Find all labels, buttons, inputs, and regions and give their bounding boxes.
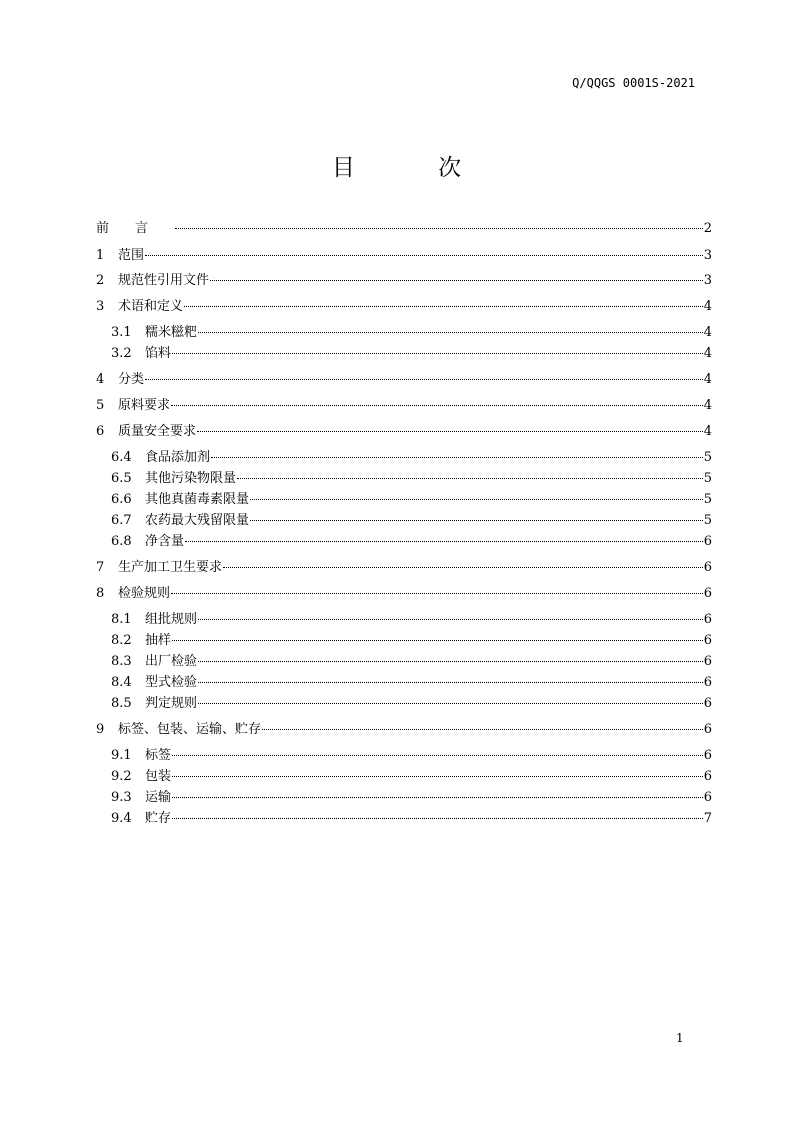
toc-dot-leader xyxy=(145,254,703,256)
toc-entry-page: 6 xyxy=(703,722,712,737)
toc-entry-label: 贮存 xyxy=(145,811,172,826)
toc-dot-leader xyxy=(250,519,703,521)
toc-entry-page: 6 xyxy=(703,748,712,763)
toc-entry[interactable] xyxy=(111,323,712,343)
toc-entry[interactable] xyxy=(111,610,712,630)
toc-entry-page: 6 xyxy=(703,675,712,690)
toc-entry[interactable] xyxy=(96,219,712,239)
toc-entry[interactable] xyxy=(111,448,712,468)
toc-entry[interactable] xyxy=(96,370,712,390)
toc-entry-label: 净含量 xyxy=(145,534,185,549)
toc-entry-page: 6 xyxy=(703,560,712,575)
toc-dot-leader xyxy=(250,498,703,500)
toc-entry-label: 检验规则 xyxy=(118,586,171,601)
toc-dot-leader xyxy=(223,566,703,568)
toc-dot-leader xyxy=(172,775,703,777)
toc-entry-label: 生产加工卫生要求 xyxy=(118,560,223,575)
toc-entry[interactable] xyxy=(111,809,712,829)
toc-dot-leader xyxy=(198,618,703,620)
toc-entry-label: 前言 xyxy=(96,221,175,236)
toc-entry-number: 8.2 xyxy=(111,633,132,648)
toc-entry-label: 包装 xyxy=(145,769,172,784)
toc-entry[interactable] xyxy=(96,422,712,442)
toc-entry-label: 术语和定义 xyxy=(118,299,184,314)
toc-dot-leader xyxy=(210,279,703,281)
toc-entry-page: 3 xyxy=(703,273,712,288)
toc-entry[interactable] xyxy=(111,694,712,714)
toc-dot-leader xyxy=(198,331,703,333)
toc-entry-page: 6 xyxy=(703,696,712,711)
toc-entry-number: 9.4 xyxy=(111,811,132,826)
toc-dot-leader xyxy=(198,681,703,683)
toc-entry-label: 抽样 xyxy=(145,633,172,648)
toc-entry-number: 6.8 xyxy=(111,534,132,549)
toc-entry-number: 4 xyxy=(96,372,105,387)
toc-entry-label: 糯米糍粑 xyxy=(145,325,198,340)
toc-entry[interactable] xyxy=(111,511,712,531)
toc-dot-leader xyxy=(198,660,703,662)
toc-entry-number: 8.1 xyxy=(111,612,132,627)
toc-entry-page: 6 xyxy=(703,769,712,784)
toc-entry[interactable] xyxy=(96,584,712,604)
toc-dot-leader xyxy=(172,754,703,756)
toc-entry-page: 6 xyxy=(703,612,712,627)
toc-entry-number: 6.7 xyxy=(111,513,132,528)
toc-entry-number: 5 xyxy=(96,398,105,413)
toc-entry[interactable] xyxy=(111,469,712,489)
toc-dot-leader xyxy=(184,305,703,307)
toc-entry-page: 5 xyxy=(703,492,712,507)
toc-entry[interactable] xyxy=(96,297,712,317)
toc-dot-leader xyxy=(175,227,703,229)
toc-entry-number: 2 xyxy=(96,273,105,288)
toc-entry[interactable] xyxy=(111,532,712,552)
toc-entry-label: 其他真菌毒素限量 xyxy=(145,492,250,507)
toc-entry-label: 规范性引用文件 xyxy=(118,273,210,288)
toc-entry-number: 6 xyxy=(96,424,105,439)
toc-dot-leader xyxy=(262,728,703,730)
toc-entry-number: 8 xyxy=(96,586,105,601)
toc-entry-number: 8.4 xyxy=(111,675,132,690)
toc-entry-label: 原料要求 xyxy=(118,398,171,413)
toc-entry-number: 8.3 xyxy=(111,654,132,669)
toc-entry-number: 9.2 xyxy=(111,769,132,784)
toc-title: 目 次 xyxy=(331,155,500,181)
toc-dot-leader xyxy=(145,378,703,380)
toc-entry-page: 2 xyxy=(703,221,712,236)
toc-entry[interactable] xyxy=(111,746,712,766)
toc-entry-number: 6.5 xyxy=(111,471,132,486)
toc-entry-page: 5 xyxy=(703,471,712,486)
toc-entry[interactable] xyxy=(111,767,712,787)
toc-entry-number: 1 xyxy=(96,248,105,263)
toc-entry-page: 5 xyxy=(703,450,712,465)
toc-entry[interactable] xyxy=(96,720,712,740)
toc-entry[interactable] xyxy=(96,396,712,416)
toc-entry[interactable] xyxy=(111,788,712,808)
toc-entry-label: 其他污染物限量 xyxy=(145,471,237,486)
toc-dot-leader xyxy=(171,404,703,406)
toc-dot-leader xyxy=(185,540,703,542)
toc-dot-leader xyxy=(172,817,703,819)
toc-entry[interactable] xyxy=(96,246,712,266)
toc-entry-page: 6 xyxy=(703,654,712,669)
toc-entry-number: 9.3 xyxy=(111,790,132,805)
toc-entry-page: 6 xyxy=(703,633,712,648)
toc-dot-leader xyxy=(172,639,703,641)
toc-entry-label: 农药最大残留限量 xyxy=(145,513,250,528)
toc-entry-label: 标签 xyxy=(145,748,172,763)
toc-entry-number: 8.5 xyxy=(111,696,132,711)
toc-entry-page: 4 xyxy=(703,325,712,340)
toc-entry[interactable] xyxy=(111,344,712,364)
toc-entry-label: 标签、包装、运输、贮存 xyxy=(118,722,262,737)
toc-entry[interactable] xyxy=(96,558,712,578)
toc-entry-page: 4 xyxy=(703,346,712,361)
toc-dot-leader xyxy=(171,592,703,594)
toc-entry-number: 7 xyxy=(96,560,105,575)
toc-entry-label: 出厂检验 xyxy=(145,654,198,669)
toc-entry-page: 5 xyxy=(703,513,712,528)
toc-dot-leader xyxy=(211,456,703,458)
toc-entry-page: 4 xyxy=(703,424,712,439)
toc-entry-page: 4 xyxy=(703,372,712,387)
toc-entry-number: 9 xyxy=(96,722,105,737)
toc-dot-leader xyxy=(198,702,703,704)
toc-entry-page: 6 xyxy=(703,790,712,805)
toc-entry-label: 食品添加剂 xyxy=(145,450,211,465)
toc-dot-leader xyxy=(172,352,703,354)
toc-entry-page: 6 xyxy=(703,586,712,601)
toc-entry-page: 4 xyxy=(703,398,712,413)
toc-dot-leader xyxy=(172,796,703,798)
toc-dot-leader xyxy=(197,430,703,432)
toc-entry-number: 3 xyxy=(96,299,105,314)
toc-entry-number: 3.2 xyxy=(111,346,132,361)
toc-entry-number: 6.6 xyxy=(111,492,132,507)
toc-entry[interactable] xyxy=(111,652,712,672)
toc-entry-number: 6.4 xyxy=(111,450,132,465)
toc-entry-label: 范围 xyxy=(118,248,145,263)
toc-entry-label: 运输 xyxy=(145,790,172,805)
toc-dot-leader xyxy=(237,477,703,479)
toc-entry-number: 3.1 xyxy=(111,325,132,340)
toc-entry-number: 9.1 xyxy=(111,748,132,763)
page-number: 1 xyxy=(676,1031,684,1045)
toc-entry-page: 7 xyxy=(703,811,712,826)
toc-entry-page: 6 xyxy=(703,534,712,549)
toc-entry-label: 组批规则 xyxy=(145,612,198,627)
toc-entry-label: 质量安全要求 xyxy=(118,424,197,439)
toc-entry-page: 4 xyxy=(703,299,712,314)
document-code: Q/QQGS 0001S-2021 xyxy=(572,76,695,90)
toc-entry[interactable] xyxy=(111,631,712,651)
toc-entry[interactable] xyxy=(111,673,712,693)
toc-entry-label: 分类 xyxy=(118,372,145,387)
toc-entry-label: 判定规则 xyxy=(145,696,198,711)
toc-entry-label: 馅料 xyxy=(145,346,172,361)
toc-entry[interactable] xyxy=(96,271,712,291)
toc-entry[interactable] xyxy=(111,490,712,510)
toc-entry-page: 3 xyxy=(703,248,712,263)
toc-entry-label: 型式检验 xyxy=(145,675,198,690)
